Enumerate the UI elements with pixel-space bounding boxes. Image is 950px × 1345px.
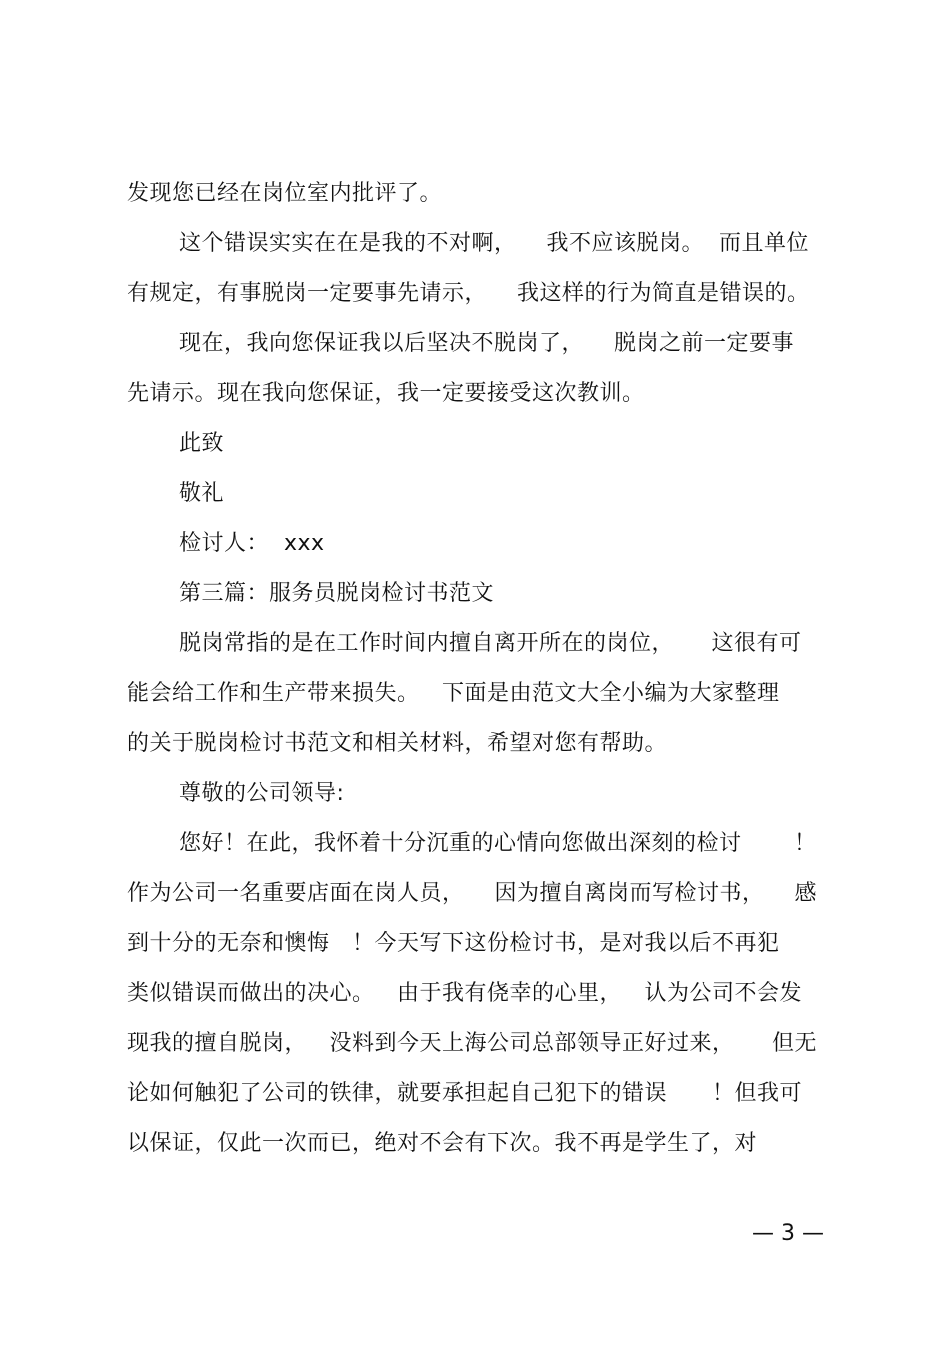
text-line-18: 现我的擅自脱岗， 没料到今天上海公司总部领导正好过来， 但无 <box>127 1031 817 1056</box>
text-line-16: 到十分的无奈和懊悔 ！今天写下这份检讨书，是对我以后不再犯 <box>127 931 780 956</box>
signature-line: 检讨人： xxx <box>179 531 325 556</box>
text-line-3: 有规定，有事脱岗一定要事先请示， 我这样的行为简直是错误的。 <box>127 281 810 306</box>
text-line-15: 作为公司一名重要店面在岗人员， 因为擅自离岗而写检讨书， 感 <box>127 881 817 906</box>
text-line-10: 脱岗常指的是在工作时间内擅自离开所在的岗位， 这很有可 <box>179 631 802 656</box>
text-line-11: 能会给工作和生产带来损失。 下面是由范文大全小编为大家整理 <box>127 681 780 706</box>
closing-salutation-2: 敬礼 <box>179 481 225 506</box>
closing-salutation-1: 此致 <box>179 431 225 456</box>
text-line-17: 类似错误而做出的决心。 由于我有侥幸的心里， 认为公司不会发 <box>127 981 802 1006</box>
text-line-1: 发现您已经在岗位室内批评了。 <box>127 181 443 206</box>
text-line-4: 现在，我向您保证我以后坚决不脱岗了， 脱岗之前一定要事 <box>179 331 794 356</box>
section-heading: 第三篇：服务员脱岗检讨书范文 <box>179 581 495 606</box>
text-line-19: 论如何触犯了公司的铁律，就要承担起自己犯下的错误 ！但我可 <box>127 1081 802 1106</box>
text-line-2: 这个错误实实在在是我的不对啊， 我不应该脱岗。 而且单位 <box>179 231 809 256</box>
text-line-20: 以保证，仅此一次而已，绝对不会有下次。我不再是学生了，对 <box>127 1131 758 1156</box>
page-number: — 3 — <box>752 1221 824 1246</box>
greeting-line: 尊敬的公司领导: <box>179 781 345 806</box>
text-line-14: 您好！在此，我怀着十分沉重的心情向您做出深刻的检讨 ！ <box>179 831 817 856</box>
text-line-12: 的关于脱岗检讨书范文和相关材料，希望对您有帮助。 <box>127 731 668 756</box>
text-line-5: 先请示。现在我向您保证，我一定要接受这次教训。 <box>127 381 645 406</box>
